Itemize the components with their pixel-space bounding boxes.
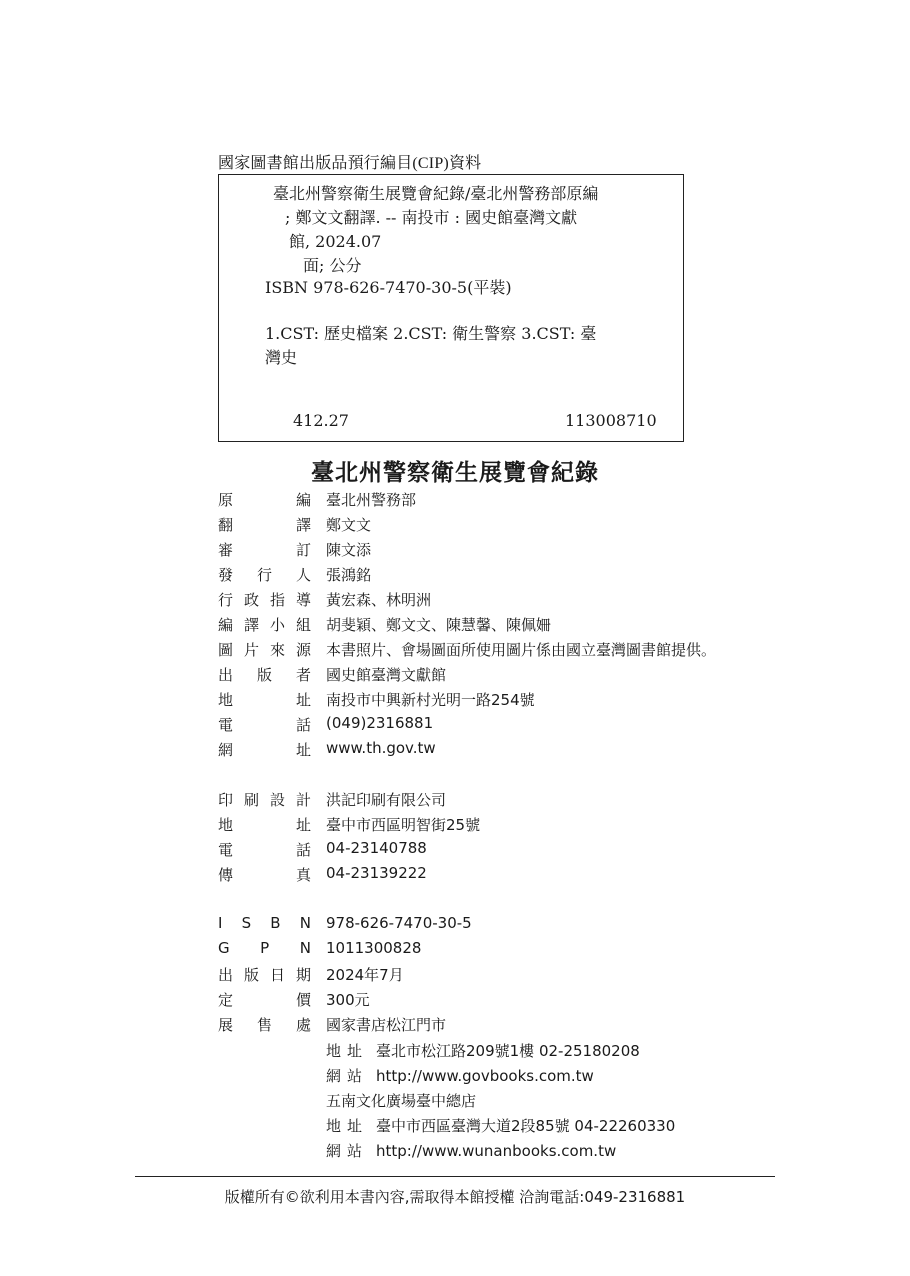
label-char: 源 — [295, 641, 311, 659]
label-char: 訂 — [295, 541, 311, 559]
label-char: 址 — [295, 816, 311, 834]
cip-line: 臺北州警察衛生展覽會紀錄/臺北州警務部原編 — [273, 184, 599, 203]
credit-value: 黃宏森、林明洲 — [326, 591, 432, 609]
label-char: 地 — [218, 691, 234, 709]
credit-value: 本書照片、會場圖面所使用圖片係由國立臺灣圖書館提供。 — [326, 641, 717, 659]
label-char: 出 — [218, 966, 234, 984]
credit-label — [218, 539, 311, 560]
label-char: 展 — [218, 1016, 234, 1034]
credit-value: 南投市中興新村光明一路254號 — [326, 691, 535, 709]
label-char: 期 — [295, 966, 311, 984]
outlet-name: 五南文化廣場臺中總店 — [326, 1092, 477, 1110]
publication-label — [218, 964, 311, 985]
label-char: 設 — [269, 791, 285, 809]
label-char: 小 — [269, 616, 285, 634]
printer-value: 洪記印刷有限公司 — [326, 791, 447, 809]
credit-label — [218, 689, 311, 710]
outlet-website-label: 網站 — [326, 1142, 369, 1160]
book-title: 臺北州警察衛生展覽會紀錄 — [311, 459, 599, 486]
cip-line: ; 鄭文文翻譯. -- 南投市 : 國史館臺灣文獻 — [285, 208, 578, 227]
copyright-footer: 版權所有©欲利用本書內容,需取得本館授權 洽詢電話:049-2316881 — [224, 1188, 686, 1206]
credit-label — [218, 714, 311, 735]
label-char: 傳 — [218, 866, 234, 884]
printer-label — [218, 864, 311, 885]
credit-label — [218, 514, 311, 535]
label-char: 編 — [218, 616, 234, 634]
label-char: 導 — [295, 591, 311, 609]
label-char: 人 — [295, 566, 311, 584]
label-char: B — [270, 914, 281, 932]
label-char: 地 — [218, 816, 234, 834]
credit-value: 臺北州警務部 — [326, 491, 417, 509]
label-char: N — [299, 914, 311, 932]
footer-divider — [135, 1176, 775, 1177]
cip-line: ISBN 978-626-7470-30-5(平裝) — [265, 278, 512, 297]
printer-value: 臺中市西區明智街25號 — [326, 816, 481, 834]
label-char: 價 — [295, 991, 311, 1009]
label-char: 組 — [295, 616, 311, 634]
label-char: 譯 — [243, 616, 259, 634]
label-char: 定 — [218, 991, 234, 1009]
label-char: 版 — [256, 666, 272, 684]
outlet-address-value: 臺中市西區臺灣大道2段85號 04-22260330 — [376, 1117, 676, 1135]
printer-value: 04-23140788 — [326, 839, 427, 857]
cip-line: 灣史 — [265, 348, 298, 367]
label-char: 者 — [295, 666, 311, 684]
outlet-address-label: 地址 — [326, 1117, 369, 1135]
cip-line: 面; 公分 — [303, 256, 362, 275]
label-char: 處 — [295, 1016, 311, 1034]
label-char: 址 — [295, 691, 311, 709]
cip-box — [218, 174, 684, 442]
cip-line: 館, 2024.07 — [289, 232, 382, 251]
publication-label — [218, 989, 311, 1010]
credit-value: 陳文添 — [326, 541, 372, 559]
outlet-address — [326, 1115, 675, 1136]
credit-value: 國史館臺灣文獻館 — [326, 666, 447, 684]
label-char: 電 — [218, 716, 234, 734]
label-char: 計 — [295, 791, 311, 809]
publication-value: 978-626-7470-30-5 — [326, 914, 472, 932]
label-char: 編 — [295, 491, 311, 509]
label-char: 址 — [295, 741, 311, 759]
label-char: 政 — [243, 591, 259, 609]
outlet-website — [326, 1140, 616, 1161]
credit-label — [218, 639, 311, 660]
label-char: 話 — [295, 716, 311, 734]
cip-class-number: 412.27 — [293, 411, 349, 430]
printer-label — [218, 814, 311, 835]
publication-label — [218, 1014, 311, 1035]
label-char: 審 — [218, 541, 234, 559]
outlet-address-value: 臺北市松江路209號1樓 02-25180208 — [376, 1042, 640, 1060]
label-char: 行 — [256, 566, 272, 584]
label-char: 日 — [269, 966, 285, 984]
credit-label — [218, 564, 311, 585]
publication-value: 300元 — [326, 991, 370, 1009]
label-char: I — [218, 914, 223, 932]
label-char: 指 — [269, 591, 285, 609]
label-char: N — [299, 939, 311, 957]
printer-label — [218, 839, 311, 860]
label-char: 售 — [256, 1016, 272, 1034]
cip-heading: 國家圖書館出版品預行編目(CIP)資料 — [218, 155, 482, 172]
outlet-address — [326, 1040, 640, 1061]
credit-label — [218, 489, 311, 510]
credit-value: (049)2316881 — [326, 714, 434, 732]
label-char: 刷 — [243, 791, 259, 809]
printer-value: 04-23139222 — [326, 864, 427, 882]
label-char: 行 — [218, 591, 234, 609]
publication-label — [218, 914, 311, 932]
credit-value: 鄭文文 — [326, 516, 372, 534]
outlet-website-label: 網站 — [326, 1067, 369, 1085]
label-char: 原 — [218, 491, 234, 509]
label-char: 譯 — [295, 516, 311, 534]
label-char: 圖 — [218, 641, 234, 659]
publication-value: 2024年7月 — [326, 966, 404, 984]
publication-value: 國家書店松江門市 — [326, 1016, 447, 1034]
credit-value: 張鴻銘 — [326, 566, 372, 584]
label-char: 片 — [243, 641, 259, 659]
printer-label — [218, 789, 311, 810]
outlet-website — [326, 1065, 594, 1086]
label-char: 來 — [269, 641, 285, 659]
label-char: 電 — [218, 841, 234, 859]
label-char: 網 — [218, 741, 234, 759]
outlet-website-value: http://www.wunanbooks.com.tw — [376, 1142, 617, 1160]
publication-value: 1011300828 — [326, 939, 422, 957]
label-char: G — [218, 939, 230, 957]
outlet-address-label: 地址 — [326, 1042, 369, 1060]
credit-value: www.th.gov.tw — [326, 739, 436, 757]
label-char: 真 — [295, 866, 311, 884]
label-char: 翻 — [218, 516, 234, 534]
label-char: 話 — [295, 841, 311, 859]
label-char: P — [260, 939, 270, 957]
cip-line: 1.CST: 歷史檔案 2.CST: 衛生警察 3.CST: 臺 — [265, 324, 597, 343]
label-char: 印 — [218, 791, 234, 809]
credit-label — [218, 739, 311, 760]
label-char: S — [241, 914, 252, 932]
cip-record-number: 113008710 — [565, 411, 657, 430]
credit-label — [218, 664, 311, 685]
credit-value: 胡斐穎、鄭文文、陳慧馨、陳佩姍 — [326, 616, 552, 634]
outlet-website-value: http://www.govbooks.com.tw — [376, 1067, 594, 1085]
publication-label — [218, 939, 311, 957]
credit-label — [218, 589, 311, 610]
credit-label — [218, 614, 311, 635]
label-char: 版 — [243, 966, 259, 984]
label-char: 出 — [218, 666, 234, 684]
label-char: 發 — [218, 566, 234, 584]
